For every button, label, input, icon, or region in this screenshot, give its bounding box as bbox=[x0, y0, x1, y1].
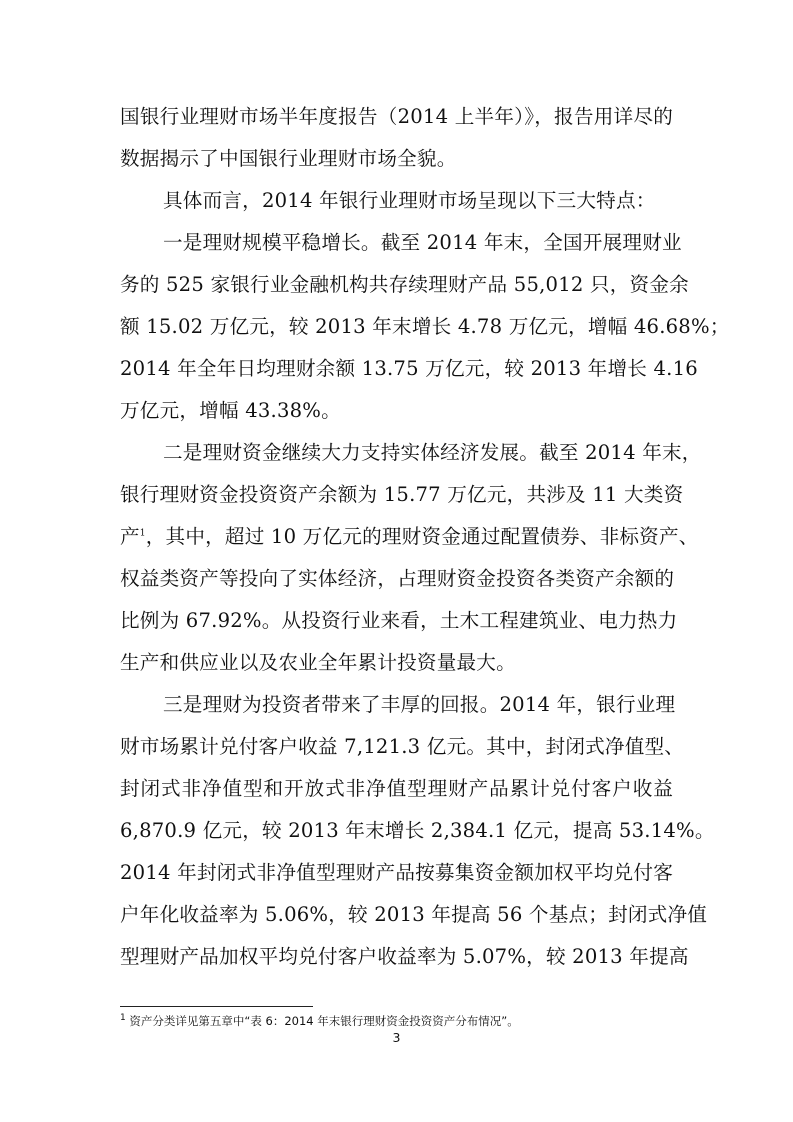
page-number: 3 bbox=[392, 1030, 401, 1045]
body-line-14: 生产和供应业以及农业全年累计投资量最大。 bbox=[120, 651, 516, 674]
body-line-3: 具体而言，2014 年银行业理财市场呈现以下三大特点： bbox=[163, 189, 656, 212]
body-line-5: 务的 525 家银行业金融机构共存续理财产品 55,012 只，资金余 bbox=[120, 273, 689, 296]
body-line-15: 三是理财为投资者带来了丰厚的回报。2014 年，银行业理 bbox=[163, 693, 676, 716]
body-line-13: 比例为 67.92%。从投资行业来看，土木工程建筑业、电力热力 bbox=[120, 609, 678, 632]
body-line-20: 户年化收益率为 5.06%，较 2013 年提高 56 个基点；封闭式净值 bbox=[120, 903, 708, 926]
body-line-6: 额 15.02 万亿元，较 2013 年末增长 4.78 万亿元，增幅 46.68%； bbox=[120, 315, 730, 338]
body-line-12: 权益类资产等投向了实体经济，占理财资金投资各类资产余额的 bbox=[120, 567, 675, 590]
body-line-1: 国银行业理财市场半年度报告（2014 上半年）》，报告用详尽的 bbox=[120, 105, 673, 128]
body-line-11 bbox=[120, 525, 699, 549]
body-line-2: 数据揭示了中国银行业理财市场全貌。 bbox=[120, 147, 457, 170]
body-line-7: 2014 年全年日均理财余额 13.75 万亿元，较 2013 年增长 4.16 bbox=[120, 357, 698, 380]
body-line-10: 银行理财资金投资资产余额为 15.77 万亿元，共涉及 11 大类资 bbox=[120, 483, 684, 506]
footnote bbox=[120, 1013, 519, 1029]
footnote-divider bbox=[120, 1006, 313, 1007]
body-line-21: 型理财产品加权平均兑付客户收益率为 5.07%，较 2013 年提高 bbox=[120, 945, 689, 968]
footnote-text: 资产分类详见第五章中“表 6：2014 年末银行理财资金投资资产分布情况”。 bbox=[129, 1014, 519, 1028]
body-line-17: 封闭式非净值型和开放式非净值型理财产品累计兑付客户收益 bbox=[120, 777, 673, 800]
body-line-11-start: 产 bbox=[120, 525, 140, 548]
body-line-16: 财市场累计兑付客户收益 7,121.3 亿元。其中，封闭式净值型、 bbox=[120, 735, 685, 758]
body-line-8: 万亿元，增幅 43.38%。 bbox=[120, 399, 341, 422]
body-line-4: 一是理财规模平稳增长。截至 2014 年末，全国开展理财业 bbox=[163, 231, 682, 254]
body-line-9: 二是理财资金继续大力支持实体经济发展。截至 2014 年末， bbox=[163, 441, 702, 464]
footnote-reference[interactable]: 1 bbox=[139, 528, 146, 539]
body-line-19: 2014 年封闭式非净值型理财产品按募集资金额加权平均兑付客 bbox=[120, 861, 673, 884]
body-line-18: 6,870.9 亿元，较 2013 年末增长 2,384.1 亿元，提高 53.14%。 bbox=[120, 819, 715, 842]
footnote-marker: 1 bbox=[120, 1013, 126, 1024]
body-line-11-rest: ，其中，超过 10 万亿元的理财资金通过配置债券、非标资产、 bbox=[145, 525, 699, 548]
